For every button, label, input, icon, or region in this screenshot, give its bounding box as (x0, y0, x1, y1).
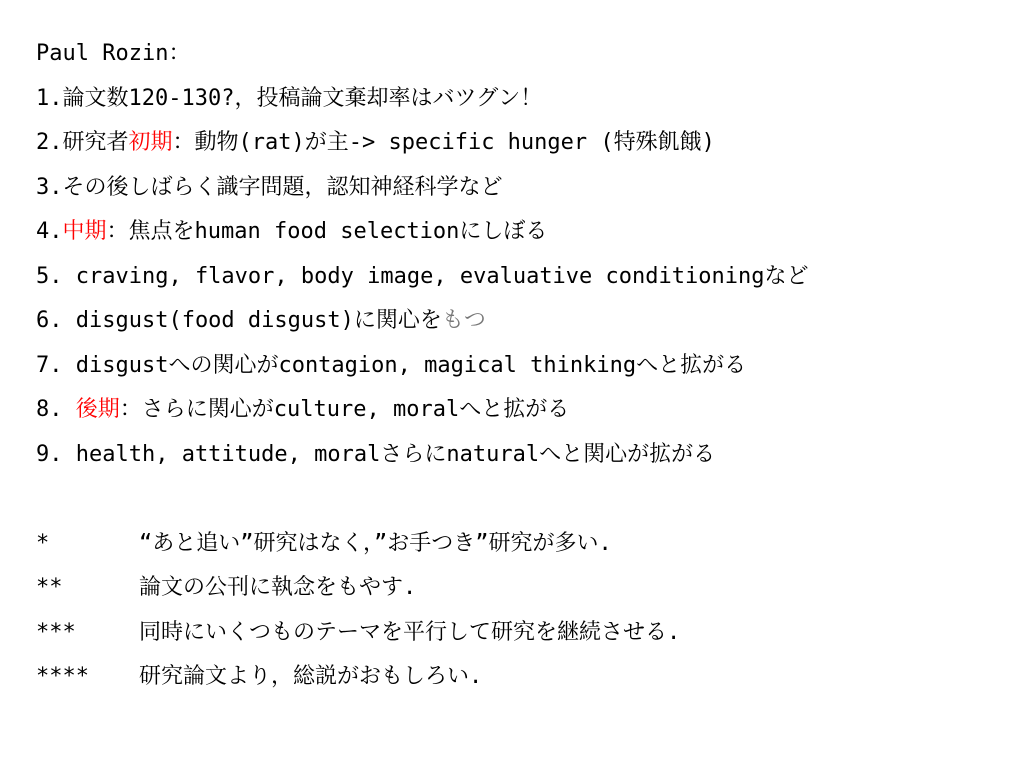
note-mark: *** (36, 619, 76, 645)
list-item-4 (36, 210, 996, 255)
note-text: 論文の公刊に執念をもやす. (139, 575, 417, 600)
note-mark: * (36, 530, 50, 556)
list-item-6 (36, 299, 996, 344)
list-item-text: ：さらに関心がculture, moralへと拡がる (119, 397, 570, 422)
highlight-middle: 中期 (62, 219, 107, 244)
list-item-5 (36, 255, 996, 300)
slide-content (36, 32, 996, 700)
list-item-text: 6. disgust(food disgust)に関心を (36, 308, 442, 333)
note-text: 同時にいくつものテーマを平行して研究を継続させる. (139, 619, 681, 645)
list-item-text: 7. disgustへの関心がcontagion, magical thinkingへと拡がる (36, 352, 747, 378)
list-item-2 (36, 121, 996, 166)
note-1 (36, 522, 996, 567)
list-item-text: 1.論文数120-130?，投稿論文棄却率はバツグン！ (36, 85, 543, 111)
note-3 (36, 611, 996, 656)
spacer (36, 477, 996, 522)
highlight-early: 初期 (128, 130, 173, 155)
note-2 (36, 566, 996, 611)
list-item-text: 9. health, attitude, moralさらにnaturalへと関心が拡がる (36, 441, 716, 467)
list-item-1 (36, 77, 996, 122)
list-item-text: 5. craving, flavor, body image, evaluative conditioningなど (36, 263, 809, 289)
list-item-text: 4. (36, 219, 63, 244)
note-mark: **** (36, 664, 89, 689)
list-item-8 (36, 388, 996, 433)
note-text: 研究論文より，総説がおもしろい. (139, 664, 483, 689)
note-mark: ** (36, 575, 63, 600)
note-4 (36, 655, 996, 700)
list-item-9 (36, 433, 996, 478)
list-item-text: ：焦点をhuman food selectionにしぼる (106, 219, 548, 244)
list-item-3 (36, 166, 996, 211)
heading: Paul Rozin： (36, 41, 191, 66)
list-item-7 (36, 344, 996, 389)
list-item-text: 8. (36, 397, 76, 422)
note-text: “あと追い”研究はなく，”お手つき”研究が多い. (139, 530, 612, 556)
highlight-late: 後期 (75, 397, 120, 422)
list-item-text-gray: もつ (441, 308, 486, 333)
list-item-text: 3.その後しばらく識字問題，認知神経科学など (36, 174, 503, 200)
list-item-text: ：動物(rat)が主-> specific hunger (特殊飢餓) (172, 130, 715, 155)
list-item-text: 2.研究者 (36, 130, 129, 155)
